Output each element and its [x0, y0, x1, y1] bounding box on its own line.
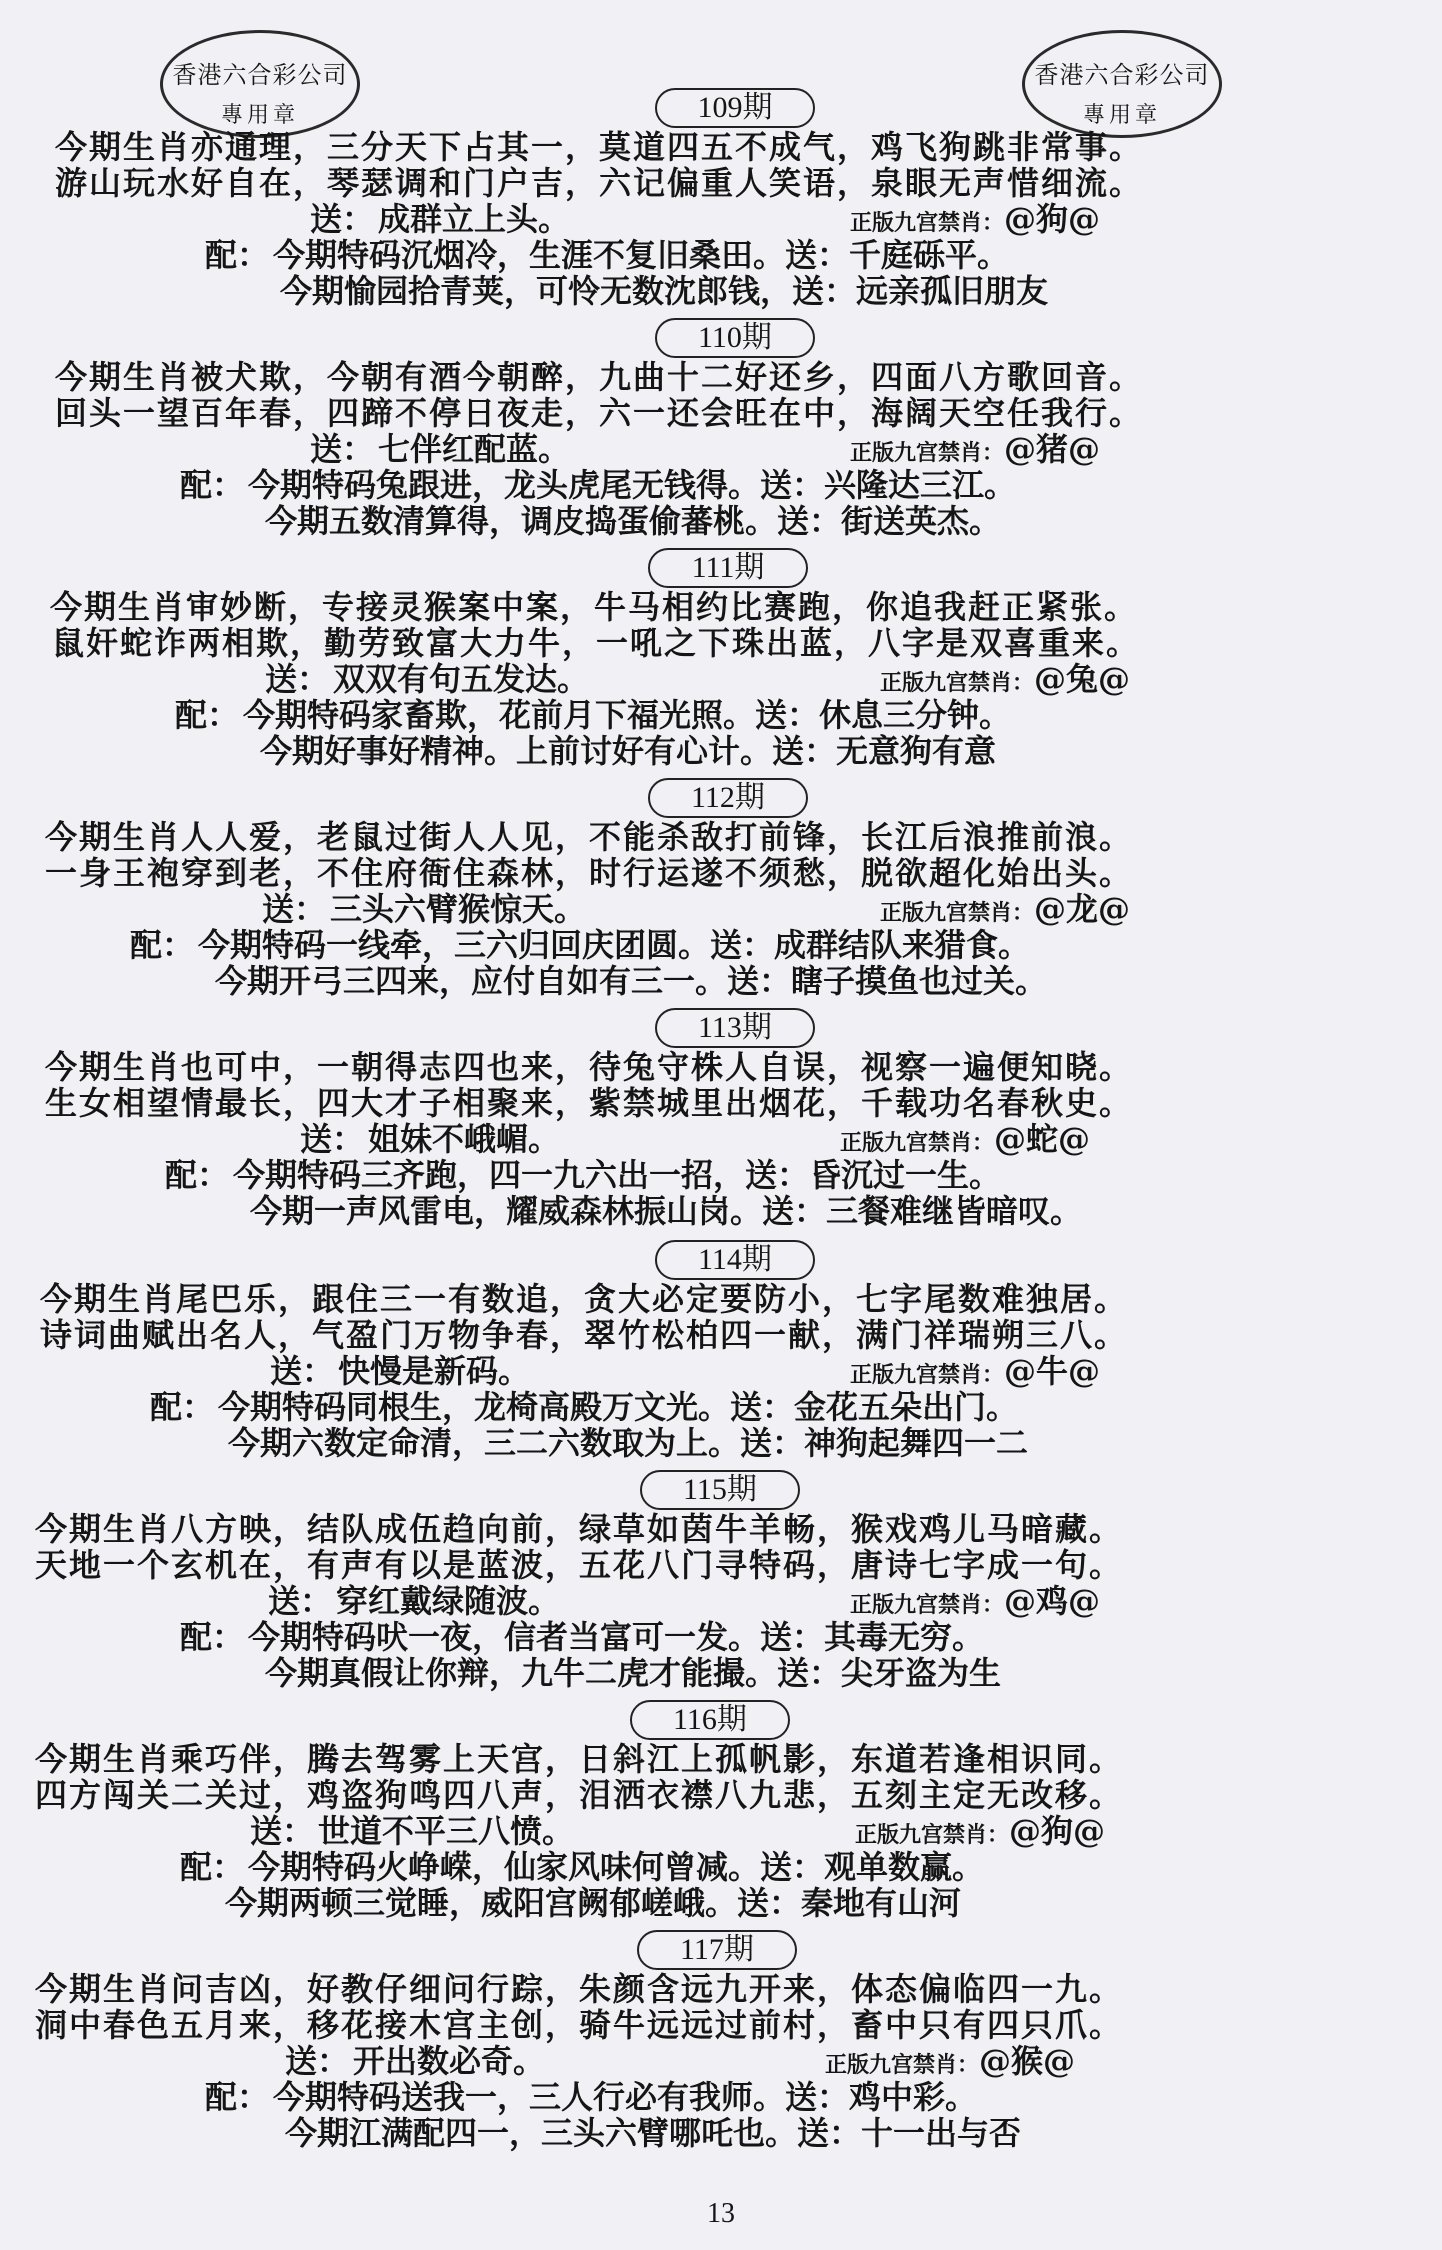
- issue-title: 110期: [655, 318, 815, 358]
- pair-label: 配：: [205, 236, 270, 274]
- send-text: 穿红戴绿随波。: [336, 1582, 561, 1620]
- poem-line-1: 今期生肖被犬欺，今朝有酒今朝醉，九曲十二好还乡，四面八方歌回音。: [55, 358, 1144, 396]
- poem-line-1: 今期生肖乘巧伴，腾去驾雾上天宫，日斜江上孤帆影，东道若逢相识同。: [35, 1740, 1124, 1778]
- zodiac-line: [880, 660, 1130, 698]
- pair-text: 今期特码吠一夜，信者当富可一发。送：其毒无穷。: [248, 1618, 985, 1656]
- zodiac-value: @龙@: [1034, 890, 1131, 928]
- pair-text: 今期特码沉烟冷，生涯不复旧桑田。送：千庭砾平。: [273, 236, 1010, 274]
- poem-line-2: 生女相望情最长，四大才子相聚来，紫禁城里出烟花，千载功名春秋史。: [45, 1084, 1134, 1122]
- zodiac-value: @狗@: [1009, 1812, 1106, 1850]
- pair-label: 配：: [175, 696, 240, 734]
- poem-line-2: 洞中春色五月来，移花接木宫主创，骑牛远远过前村，畜中只有四只爪。: [35, 2006, 1124, 2044]
- send-line: [310, 430, 570, 468]
- pair-line-2: 今期真假让你辩，九牛二虎才能撮。送：尖牙盗为生: [265, 1654, 1002, 1692]
- send-line: [300, 1120, 560, 1158]
- pair-line-1: [205, 2078, 977, 2116]
- pair-text: 今期特码送我一，三人行必有我师。送：鸡中彩。: [273, 2078, 978, 2116]
- poem-line-1: 今期生肖亦通理，三分天下占其一，莫道四五不成气，鸡飞狗跳非常事。: [55, 128, 1144, 166]
- send-label: 送：: [250, 1812, 315, 1850]
- poem-line-1: 今期生肖也可中，一朝得志四也来，待兔守株人自误，视察一遍便知晓。: [45, 1048, 1134, 1086]
- poem-line-2: 诗词曲赋出名人，气盈门万物争春，翠竹松柏四一献，满门祥瑞朔三八。: [40, 1316, 1129, 1354]
- send-label: 送：: [310, 430, 375, 468]
- pair-label: 配：: [180, 1618, 245, 1656]
- pair-label: 配：: [130, 926, 195, 964]
- company-stamp-right: [1022, 30, 1222, 138]
- pair-text: 今期特码一线牵，三六归回庆团圆。送：成群结队来猎食。: [198, 926, 1031, 964]
- send-text: 世道不平三八愤。: [318, 1812, 575, 1850]
- zodiac-value: @狗@: [1004, 200, 1101, 238]
- pair-line-1: [180, 1848, 984, 1886]
- pair-text: 今期特码三齐跑，四一九六出一招，送：昏沉过一生。: [233, 1156, 1002, 1194]
- zodiac-label: 正版九宫禁肖：: [850, 441, 1005, 466]
- zodiac-value: @猪@: [1004, 430, 1101, 468]
- pair-line-1: [180, 1618, 984, 1656]
- poem-line-2: 一身王袍穿到老，不住府衙住森林，时行运遂不须愁，脱欲超化始出头。: [45, 854, 1134, 892]
- send-label: 送：: [300, 1120, 365, 1158]
- issue-title: 117期: [637, 1930, 797, 1970]
- pair-line-2: 今期江满配四一，三头六臂哪吒也。送：十一出与否: [285, 2114, 1022, 2152]
- poem-line-1: 今期生肖尾巴乐，跟住三一有数追，贪大必定要防小，七字尾数难独居。: [40, 1280, 1129, 1318]
- send-text: 三头六臂猴惊天。: [330, 890, 587, 928]
- poem-line-2: 天地一个玄机在，有声有以是蓝波，五花八门寻特码，唐诗七字成一句。: [35, 1546, 1124, 1584]
- pair-label: 配：: [180, 466, 245, 504]
- send-line: [265, 660, 589, 698]
- poem-line-1: 今期生肖八方映，结队成伍趋向前，绿草如茵牛羊畅，猴戏鸡儿马暗藏。: [35, 1510, 1124, 1548]
- zodiac-line: [850, 200, 1100, 238]
- zodiac-value: @兔@: [1034, 660, 1131, 698]
- zodiac-label: 正版九宫禁肖：: [880, 671, 1035, 696]
- zodiac-line: [825, 2042, 1075, 2080]
- pair-text: 今期特码同根生，龙椅高殿万文光。送：金花五朵出门。: [218, 1388, 1019, 1426]
- company-stamp-left: [160, 30, 360, 138]
- pair-text: 今期特码火峥嵘，仙家风味何曾减。送：观单数赢。: [248, 1848, 985, 1886]
- pair-line-2: 今期好事好精神。上前讨好有心计。送：无意狗有意: [260, 732, 997, 770]
- send-line: [310, 200, 570, 238]
- poem-line-2: 游山玩水好自在，琴瑟调和门户吉，六记偏重人笑语，泉眼无声惜细流。: [55, 164, 1144, 202]
- zodiac-label: 正版九宫禁肖：: [850, 1363, 1005, 1388]
- pair-line-1: [175, 696, 1011, 734]
- stamp-text: 香港六合彩公司: [1034, 61, 1210, 89]
- zodiac-label: 正版九宫禁肖：: [825, 2053, 980, 2078]
- zodiac-line: [850, 1582, 1100, 1620]
- pair-text: 今期特码兔跟进，龙头虎尾无钱得。送：兴隆达三江。: [248, 466, 1017, 504]
- send-text: 双双有句五发达。: [333, 660, 590, 698]
- send-label: 送：: [285, 2042, 350, 2080]
- pair-line-2: 今期六数定命清，三二六数取为上。送：神狗起舞四一二: [228, 1424, 1029, 1462]
- zodiac-label: 正版九宫禁肖：: [850, 1593, 1005, 1618]
- send-text: 七伴红配蓝。: [378, 430, 571, 468]
- stamp-text: 香港六合彩公司: [172, 61, 348, 89]
- send-text: 姐妹不峨嵋。: [368, 1120, 561, 1158]
- zodiac-value: @鸡@: [1004, 1582, 1101, 1620]
- pair-label: 配：: [150, 1388, 215, 1426]
- zodiac-label: 正版九宫禁肖：: [850, 211, 1005, 236]
- zodiac-line: [850, 430, 1100, 468]
- send-line: [262, 890, 586, 928]
- send-line: [250, 1812, 574, 1850]
- pair-label: 配：: [180, 1848, 245, 1886]
- zodiac-line: [840, 1120, 1090, 1158]
- zodiac-value: @牛@: [1004, 1352, 1101, 1390]
- pair-line-2: 今期一声风雷电，耀威森林振山岗。送：三餐难继皆暗叹。: [250, 1192, 1083, 1230]
- issue-title: 116期: [630, 1700, 790, 1740]
- send-line: [270, 1352, 530, 1390]
- send-text: 快慢是新码。: [338, 1352, 531, 1390]
- zodiac-line: [850, 1352, 1100, 1390]
- zodiac-line: [855, 1812, 1105, 1850]
- issue-title: 112期: [648, 778, 808, 818]
- zodiac-label: 正版九宫禁肖：: [880, 901, 1035, 926]
- zodiac-label: 正版九宫禁肖：: [840, 1131, 995, 1156]
- poem-line-1: 今期生肖问吉凶，好教仔细问行踪，朱颜含远九开来，体态偏临四一九。: [35, 1970, 1124, 2008]
- send-line: [285, 2042, 545, 2080]
- send-label: 送：: [268, 1582, 333, 1620]
- pair-text: 今期特码家畜欺，花前月下福光照。送：休息三分钟。: [243, 696, 1012, 734]
- pair-line-1: [130, 926, 1030, 964]
- send-line: [268, 1582, 560, 1620]
- pair-line-1: [150, 1388, 1018, 1426]
- pair-label: 配：: [205, 2078, 270, 2116]
- send-text: 成群立上头。: [378, 200, 571, 238]
- pair-line-1: [165, 1156, 1001, 1194]
- zodiac-value: @蛇@: [994, 1120, 1091, 1158]
- pair-line-1: [205, 236, 1009, 274]
- issue-title: 114期: [655, 1240, 815, 1280]
- send-label: 送：: [262, 890, 327, 928]
- pair-label: 配：: [165, 1156, 230, 1194]
- poem-line-2: 四方闯关二关过，鸡盗狗鸣四八声，泪洒衣襟八九悲，五刻主定无改移。: [35, 1776, 1124, 1814]
- zodiac-line: [880, 890, 1130, 928]
- stamp-subtext: 專用章: [220, 103, 299, 128]
- send-label: 送：: [270, 1352, 335, 1390]
- issue-title: 111期: [648, 548, 808, 588]
- poem-line-1: 今期生肖人人爱，老鼠过街人人见，不能杀敌打前锋，长江后浪推前浪。: [45, 818, 1134, 856]
- page-number: 13: [707, 2198, 735, 2229]
- zodiac-label: 正版九宫禁肖：: [855, 1823, 1010, 1848]
- issue-title: 115期: [640, 1470, 800, 1510]
- poem-line-1: 今期生肖审妙断，专接灵猴案中案，牛马相约比赛跑，你追我赶正紧张。: [50, 588, 1139, 626]
- send-label: 送：: [265, 660, 330, 698]
- poem-line-2: 鼠奸蛇诈两相欺，勤劳致富大力牛，一吼之下珠出蓝，八字是双喜重来。: [52, 624, 1141, 662]
- pair-line-2: 今期五数清算得，调皮捣蛋偷蕃桃。送：街送英杰。: [265, 502, 1002, 540]
- pair-line-2: 今期开弓三四来，应付自如有三一。送：瞎子摸鱼也过关。: [215, 962, 1048, 1000]
- zodiac-value: @猴@: [979, 2042, 1076, 2080]
- poem-line-2: 回头一望百年春，四蹄不停日夜走，六一还会旺在中，海阔天空任我行。: [55, 394, 1144, 432]
- send-label: 送：: [310, 200, 375, 238]
- pair-line-2: 今期两顿三觉睡，威阳宫阙郁嵯峨。送：秦地有山河: [225, 1884, 962, 1922]
- stamp-subtext: 專用章: [1082, 103, 1161, 128]
- send-text: 开出数必奇。: [353, 2042, 546, 2080]
- issue-title: 109期: [655, 88, 815, 128]
- issue-title: 113期: [655, 1008, 815, 1048]
- pair-line-1: [180, 466, 1016, 504]
- pair-line-2: 今期愉园拾青荚，可怜无数沈郎钱，送：远亲孤旧朋友: [280, 272, 1049, 310]
